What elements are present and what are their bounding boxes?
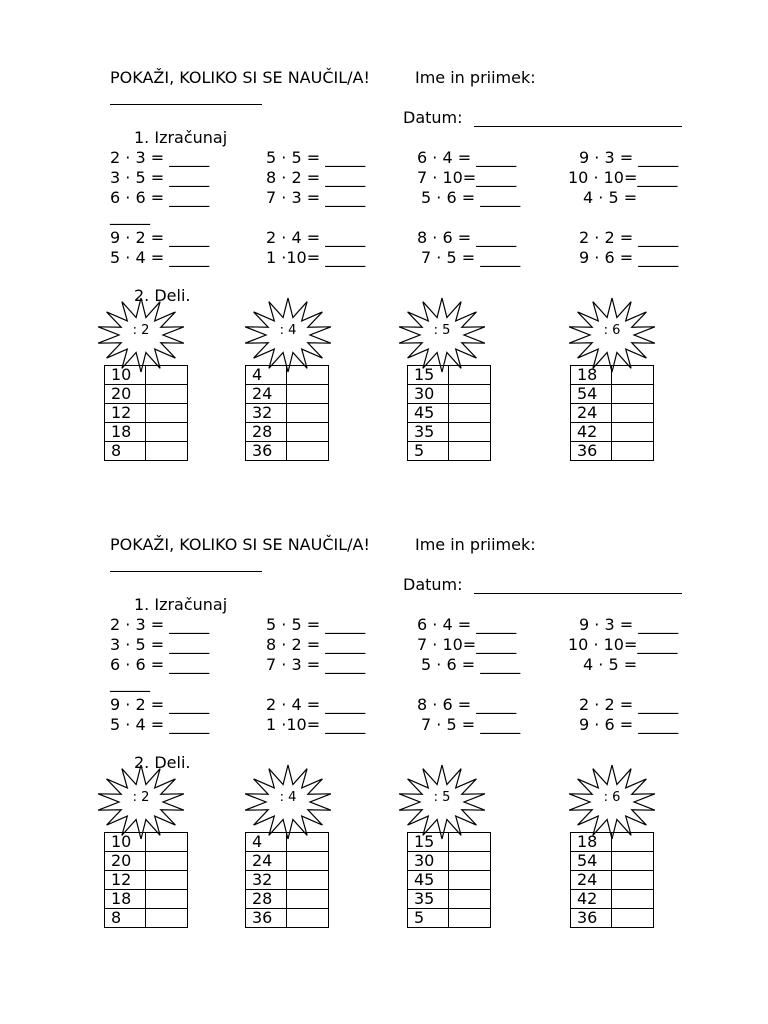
dividend-cell: 8 [105, 909, 146, 928]
answer-cell[interactable] [287, 909, 329, 928]
divisor-label: : 4 [279, 323, 297, 338]
worksheet-2 [0, 531, 768, 1011]
divisor-label: : 2 [132, 790, 150, 805]
problem-1-2[interactable]: 3 · 5 = _____ [110, 168, 210, 187]
problem-2-2[interactable]: 8 · 2 = _____ [266, 168, 366, 187]
date-line[interactable] [474, 126, 682, 127]
division-table [104, 365, 188, 461]
answer-cell[interactable] [287, 442, 329, 461]
table-row [408, 909, 491, 928]
task2-label: 2. Deli. [134, 286, 191, 305]
divisor-star [94, 296, 188, 374]
dividend-cell: 24 [571, 871, 612, 890]
dividend-cell: 28 [246, 423, 287, 442]
problem-3-2[interactable]: 7 · 10=_____ [417, 635, 517, 654]
problem-3-5[interactable]: 7 · 5 = _____ [421, 248, 521, 267]
division-table [407, 365, 491, 461]
answer-cell[interactable] [449, 366, 491, 385]
name-line[interactable] [110, 104, 262, 105]
date-label: Datum: [403, 108, 463, 127]
divisor-label: : 4 [279, 790, 297, 805]
table-row [571, 909, 654, 928]
table-row [246, 909, 329, 928]
table-row [571, 366, 654, 385]
answer-cell[interactable] [612, 833, 654, 852]
answer-cell[interactable] [146, 385, 188, 404]
name-label: Ime in priimek: [415, 68, 536, 87]
table-row [246, 404, 329, 423]
problem-2-5[interactable]: 1 ·10= _____ [266, 248, 366, 267]
table-row [571, 404, 654, 423]
overflow-blank[interactable]: _____ [110, 206, 150, 225]
answer-cell[interactable] [146, 852, 188, 871]
divisor-label: : 6 [603, 790, 621, 805]
answer-cell[interactable] [287, 852, 329, 871]
table-row [408, 442, 491, 461]
divisor-label: : 5 [433, 323, 451, 338]
problem-3-3[interactable]: 5 · 6 = _____ [421, 188, 521, 207]
division-table [245, 832, 329, 928]
table-row [408, 890, 491, 909]
dividend-cell: 4 [246, 833, 287, 852]
table-row [105, 366, 188, 385]
dividend-cell: 8 [105, 442, 146, 461]
answer-cell[interactable] [449, 909, 491, 928]
problem-4-2[interactable]: 10 · 10=_____ [568, 635, 678, 654]
dividend-cell: 35 [408, 423, 449, 442]
dividend-cell: 18 [105, 423, 146, 442]
problem-1-3[interactable]: 6 · 6 = _____ [110, 655, 210, 674]
problem-2-3[interactable]: 7 · 3 = _____ [266, 188, 366, 207]
dividend-cell: 24 [246, 385, 287, 404]
problem-2-1[interactable]: 5 · 5 = _____ [266, 615, 366, 634]
table-row [408, 404, 491, 423]
dividend-cell: 30 [408, 385, 449, 404]
dividend-cell: 42 [571, 423, 612, 442]
table-row [246, 385, 329, 404]
dividend-cell: 28 [246, 890, 287, 909]
table-row [105, 852, 188, 871]
table-row [408, 385, 491, 404]
division-table [245, 365, 329, 461]
problem-2-4[interactable]: 2 · 4 = _____ [266, 228, 366, 247]
division-table [407, 832, 491, 928]
dividend-cell: 10 [105, 833, 146, 852]
answer-cell[interactable] [287, 385, 329, 404]
divisor-label: : 5 [433, 790, 451, 805]
dividend-cell: 12 [105, 404, 146, 423]
answer-cell[interactable] [612, 385, 654, 404]
table-row [571, 423, 654, 442]
table-row [408, 871, 491, 890]
table-row [408, 852, 491, 871]
problem-3-2[interactable]: 7 · 10=_____ [417, 168, 517, 187]
answer-cell[interactable] [287, 871, 329, 890]
problem-2-5[interactable]: 1 ·10= _____ [266, 715, 366, 734]
dividend-cell: 20 [105, 852, 146, 871]
divisor-star [395, 296, 489, 374]
table-row [105, 909, 188, 928]
problem-2-3[interactable]: 7 · 3 = _____ [266, 655, 366, 674]
divisor-star [395, 763, 489, 841]
answer-cell[interactable] [612, 909, 654, 928]
table-row [105, 890, 188, 909]
dividend-cell: 54 [571, 852, 612, 871]
table-row [105, 442, 188, 461]
problem-4-4[interactable]: 2 · 2 = _____ [579, 228, 679, 247]
problem-3-4[interactable]: 8 · 6 = _____ [417, 695, 517, 714]
name-line[interactable] [110, 571, 262, 572]
answer-cell[interactable] [287, 366, 329, 385]
table-row [105, 833, 188, 852]
answer-cell[interactable] [146, 366, 188, 385]
answer-cell[interactable] [612, 423, 654, 442]
divisor-star [565, 763, 659, 841]
answer-cell[interactable] [449, 442, 491, 461]
problem-2-1[interactable]: 5 · 5 = _____ [266, 148, 366, 167]
answer-cell[interactable] [449, 385, 491, 404]
table-row [246, 442, 329, 461]
problem-1-5[interactable]: 5 · 4 = _____ [110, 715, 210, 734]
dividend-cell: 20 [105, 385, 146, 404]
dividend-cell: 15 [408, 833, 449, 852]
table-row [105, 385, 188, 404]
name-label: Ime in priimek: [415, 535, 536, 554]
dividend-cell: 36 [246, 442, 287, 461]
table-row [246, 423, 329, 442]
table-row [105, 423, 188, 442]
answer-cell[interactable] [449, 871, 491, 890]
table-row [408, 423, 491, 442]
table-row [105, 404, 188, 423]
division-table [104, 832, 188, 928]
worksheet-title: POKAŽI, KOLIKO SI SE NAUČIL/A! [110, 535, 370, 554]
table-row [408, 366, 491, 385]
problem-2-4[interactable]: 2 · 4 = _____ [266, 695, 366, 714]
divisor-star [241, 296, 335, 374]
answer-cell[interactable] [287, 890, 329, 909]
answer-cell[interactable] [287, 833, 329, 852]
table-row [105, 871, 188, 890]
problem-4-1[interactable]: 9 · 3 = _____ [579, 148, 679, 167]
table-row [246, 833, 329, 852]
overflow-blank[interactable]: _____ [110, 673, 150, 692]
problem-4-2[interactable]: 10 · 10=_____ [568, 168, 678, 187]
problem-3-5[interactable]: 7 · 5 = _____ [421, 715, 521, 734]
problem-1-2[interactable]: 3 · 5 = _____ [110, 635, 210, 654]
dividend-cell: 32 [246, 871, 287, 890]
table-row [571, 871, 654, 890]
division-table [570, 365, 654, 461]
table-row [246, 871, 329, 890]
dividend-cell: 36 [571, 909, 612, 928]
dividend-cell: 15 [408, 366, 449, 385]
answer-cell[interactable] [287, 404, 329, 423]
date-line[interactable] [474, 593, 682, 594]
table-row [571, 890, 654, 909]
worksheet-1 [0, 64, 768, 544]
division-table [570, 832, 654, 928]
answer-cell[interactable] [146, 442, 188, 461]
dividend-cell: 24 [246, 852, 287, 871]
answer-cell[interactable] [449, 890, 491, 909]
divisor-star [241, 763, 335, 841]
dividend-cell: 32 [246, 404, 287, 423]
dividend-cell: 42 [571, 890, 612, 909]
dividend-cell: 18 [105, 890, 146, 909]
dividend-cell: 4 [246, 366, 287, 385]
problem-2-2[interactable]: 8 · 2 = _____ [266, 635, 366, 654]
problem-4-1[interactable]: 9 · 3 = _____ [579, 615, 679, 634]
dividend-cell: 10 [105, 366, 146, 385]
problem-1-4[interactable]: 9 · 2 = _____ [110, 695, 210, 714]
dividend-cell: 30 [408, 852, 449, 871]
divisor-label: : 6 [603, 323, 621, 338]
table-row [246, 890, 329, 909]
answer-cell[interactable] [146, 423, 188, 442]
table-row [571, 385, 654, 404]
problem-1-1[interactable]: 2 · 3 = _____ [110, 615, 210, 634]
answer-cell[interactable] [146, 871, 188, 890]
answer-cell[interactable] [449, 404, 491, 423]
problem-4-3[interactable]: 4 · 5 = [583, 188, 638, 207]
dividend-cell: 5 [408, 442, 449, 461]
answer-cell[interactable] [449, 852, 491, 871]
problem-1-1[interactable]: 2 · 3 = _____ [110, 148, 210, 167]
answer-cell[interactable] [612, 852, 654, 871]
date-label: Datum: [403, 575, 463, 594]
answer-cell[interactable] [612, 404, 654, 423]
divisor-star [565, 296, 659, 374]
problem-3-1[interactable]: 6 · 4 = _____ [417, 615, 517, 634]
dividend-cell: 45 [408, 871, 449, 890]
table-row [571, 442, 654, 461]
answer-cell[interactable] [449, 833, 491, 852]
dividend-cell: 5 [408, 909, 449, 928]
answer-cell[interactable] [287, 423, 329, 442]
problem-4-5[interactable]: 9 · 6 = _____ [579, 248, 679, 267]
dividend-cell: 36 [571, 442, 612, 461]
problem-1-5[interactable]: 5 · 4 = _____ [110, 248, 210, 267]
answer-cell[interactable] [612, 366, 654, 385]
table-row [408, 833, 491, 852]
table-row [571, 852, 654, 871]
dividend-cell: 35 [408, 890, 449, 909]
answer-cell[interactable] [146, 404, 188, 423]
dividend-cell: 36 [246, 909, 287, 928]
table-row [246, 852, 329, 871]
task1-label: 1. Izračunaj [134, 595, 228, 614]
dividend-cell: 54 [571, 385, 612, 404]
answer-cell[interactable] [146, 909, 188, 928]
divisor-star [94, 763, 188, 841]
answer-cell[interactable] [612, 871, 654, 890]
answer-cell[interactable] [449, 423, 491, 442]
worksheet-title: POKAŽI, KOLIKO SI SE NAUČIL/A! [110, 68, 370, 87]
problem-4-5[interactable]: 9 · 6 = _____ [579, 715, 679, 734]
dividend-cell: 24 [571, 404, 612, 423]
table-row [571, 833, 654, 852]
dividend-cell: 12 [105, 871, 146, 890]
problem-1-4[interactable]: 9 · 2 = _____ [110, 228, 210, 247]
task2-label: 2. Deli. [134, 753, 191, 772]
answer-cell[interactable] [612, 442, 654, 461]
task1-label: 1. Izračunaj [134, 128, 228, 147]
problem-1-3[interactable]: 6 · 6 = _____ [110, 188, 210, 207]
problem-4-4[interactable]: 2 · 2 = _____ [579, 695, 679, 714]
dividend-cell: 18 [571, 833, 612, 852]
answer-cell[interactable] [146, 833, 188, 852]
table-row [246, 366, 329, 385]
dividend-cell: 45 [408, 404, 449, 423]
answer-cell[interactable] [612, 890, 654, 909]
problem-3-1[interactable]: 6 · 4 = _____ [417, 148, 517, 167]
problem-3-3[interactable]: 5 · 6 = _____ [421, 655, 521, 674]
divisor-label: : 2 [132, 323, 150, 338]
problem-4-3[interactable]: 4 · 5 = [583, 655, 638, 674]
answer-cell[interactable] [146, 890, 188, 909]
problem-3-4[interactable]: 8 · 6 = _____ [417, 228, 517, 247]
dividend-cell: 18 [571, 366, 612, 385]
